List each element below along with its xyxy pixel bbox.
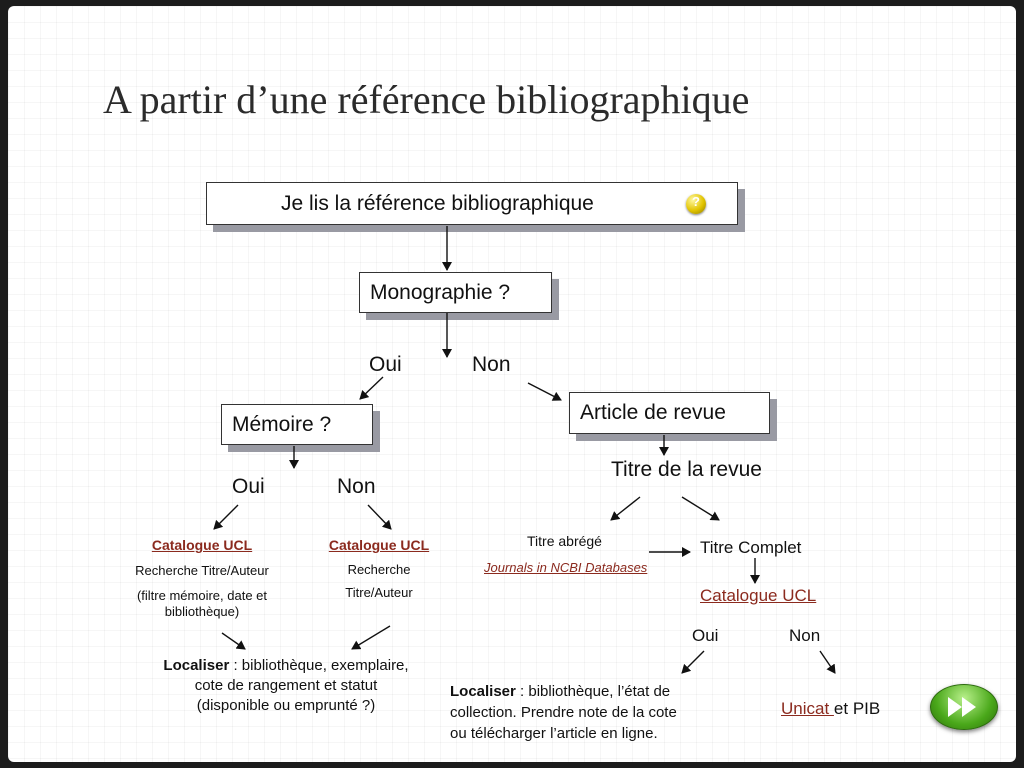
catalogue-ucl-link-memoire[interactable]: Catalogue UCL [151, 537, 253, 553]
help-question-icon[interactable]: ? [686, 194, 706, 214]
page-title: A partir d’une référence bibliographique [103, 77, 750, 122]
monographie-box-label: Monographie ? [370, 280, 511, 304]
left-non-line1: Recherche [347, 562, 411, 577]
unicat-link[interactable]: Unicat [781, 699, 834, 718]
arrow-catalogue-non [820, 651, 835, 673]
titre-abrege: Titre abrégé [527, 533, 602, 549]
arrow-catalogue-oui [682, 651, 704, 673]
localiser-right-rest: : bibliothèque, l’état de [515, 683, 671, 700]
left-oui-line2: (filtre mémoire, date et [136, 588, 268, 603]
branch2-non: Non [337, 475, 376, 498]
branch3-non: Non [789, 626, 821, 645]
reference-box-label: Je lis la référence bibliographique [281, 191, 594, 215]
localiser-left-rest: : bibliothèque, exemplaire, [229, 657, 409, 674]
localiser-left-line2: cote de rangement et statut [194, 677, 378, 694]
left-oui-line1: Recherche Titre/Auteur [135, 563, 269, 578]
branch2-oui: Oui [232, 475, 265, 498]
arrow-memoire-oui [214, 505, 238, 529]
branch1-oui: Oui [369, 353, 402, 376]
localiser-left-bold: Localiser [163, 657, 230, 674]
arrow-oui-to-memoire [360, 377, 383, 399]
arrow-memoire-non [368, 505, 391, 529]
catalogue-ucl-link-revue[interactable]: Catalogue UCL [700, 586, 817, 605]
localiser-right-line2: collection. Prendre note de la cote [450, 704, 677, 721]
article-box-label: Article de revue [580, 401, 726, 424]
arrow-non-to-localiser [352, 626, 390, 649]
branch3-oui: Oui [692, 626, 719, 645]
arrow-non-to-article [528, 383, 561, 400]
memoire-box-label: Mémoire ? [232, 412, 332, 436]
catalogue-ucl-link-non-memoire[interactable]: Catalogue UCL [328, 537, 430, 553]
journals-ncbi-link[interactable]: Journals in NCBI Databases [484, 560, 648, 575]
arrow-oui-to-localiser [222, 633, 245, 649]
titre-revue: Titre de la revue [611, 458, 762, 481]
arrow-revue-to-complet [682, 497, 719, 520]
localiser-left-line3: (disponible ou emprunté ?) [196, 697, 376, 714]
arrow-revue-to-abrege [611, 497, 640, 520]
titre-complet: Titre Complet [700, 538, 802, 557]
localiser-right-line3: ou télécharger l’article en ligne. [450, 725, 658, 742]
unicat-rest: et PIB [833, 699, 881, 718]
left-oui-line3: bibliothèque) [164, 604, 240, 619]
left-non-line2: Titre/Auteur [345, 585, 413, 600]
localiser-right-bold: Localiser [450, 683, 516, 700]
branch1-non: Non [472, 353, 511, 376]
